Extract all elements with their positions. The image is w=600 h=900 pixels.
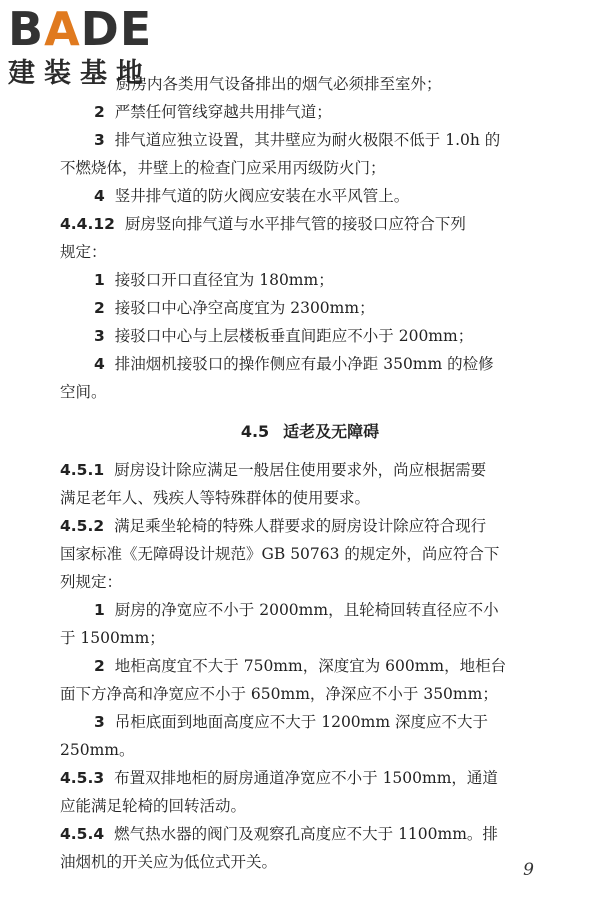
item-text: 严禁任何管线穿越共用排气道； — [114, 103, 332, 121]
item-number: 3 — [94, 131, 105, 149]
clause — [60, 210, 560, 238]
item-number: 2 — [94, 103, 105, 121]
logo-letter-b: B — [8, 2, 45, 56]
text-line: 于 1500mm； — [60, 629, 165, 647]
item-number: 4 — [94, 187, 105, 205]
logo-chinese-text: 建装基地 — [8, 58, 152, 89]
text-line: 不燃烧体，井壁上的检查门应采用丙级防火门； — [60, 159, 386, 177]
item-number: 3 — [94, 327, 105, 345]
item-number: 2 — [94, 299, 105, 317]
list-item — [60, 322, 560, 350]
section-heading — [60, 418, 560, 446]
item-text: 排气道应独立设置，其井壁应为耐火极限不低于 1.0h 的 — [114, 131, 501, 149]
clause-number: 4.5.1 — [60, 461, 105, 479]
logo-wordmark — [8, 2, 173, 56]
list-item — [60, 182, 560, 210]
page-number: 9 — [523, 860, 534, 880]
line-text: 厨房内各类用气设备排出的烟气必须排至室外； — [116, 75, 442, 93]
clause-text: 布置双排地柜的厨房通道净宽应不小于 1500mm，通道 — [114, 769, 498, 787]
clause-number: 4.4.12 — [60, 215, 115, 233]
item-text: 接驳口开口直径宜为 180mm； — [114, 271, 334, 289]
list-item — [60, 708, 560, 736]
clause-number: 4.5.4 — [60, 825, 105, 843]
list-item — [60, 126, 560, 154]
text-line — [60, 70, 560, 98]
text-line: 列规定： — [60, 573, 123, 591]
logo-letter-a: A — [44, 2, 81, 56]
logo-letters-de: DE — [80, 2, 153, 56]
item-number: 2 — [94, 657, 105, 675]
clause-number: 4.5.3 — [60, 769, 105, 787]
section-number: 4.5 — [240, 422, 270, 441]
list-item — [60, 350, 560, 378]
item-text: 吊柜底面到地面高度应不大于 1200mm 深度应不大于 — [114, 713, 488, 731]
list-item — [60, 98, 560, 126]
item-number: 4 — [94, 355, 105, 373]
clause — [60, 512, 560, 540]
item-number: 1 — [94, 271, 105, 289]
clause-text: 燃气热水器的阀门及观察孔高度应不大于 1100mm。排 — [114, 825, 498, 843]
clause-number: 4.5.2 — [60, 517, 105, 535]
item-number: 1 — [94, 601, 105, 619]
item-text: 接驳口中心与上层楼板垂直间距应不小于 200mm； — [114, 327, 474, 345]
item-text: 地柜高度宜不大于 750mm，深度宜为 600mm，地柜台 — [114, 657, 507, 675]
text-line: 规定： — [60, 243, 107, 261]
clause — [60, 456, 560, 484]
text-line: 满足老年人、残疾人等特殊群体的使用要求。 — [60, 489, 371, 507]
clause — [60, 820, 560, 848]
clause-text: 厨房设计除应满足一般居住使用要求外，尚应根据需要 — [114, 461, 487, 479]
text-line: 国家标准《无障碍设计规范》GB 50763 的规定外，尚应符合下 — [60, 545, 500, 563]
text-line: 油烟机的开关应为低位式开关。 — [60, 853, 278, 871]
item-text: 厨房的净宽应不小于 2000mm，且轮椅回转直径应不小 — [114, 601, 499, 619]
text-line: 250mm。 — [60, 741, 135, 759]
item-text: 竖井排气道的防火阀应安装在水平风管上。 — [114, 187, 410, 205]
item-number: 3 — [94, 713, 105, 731]
text-line: 空间。 — [60, 383, 107, 401]
section-title: 适老及无障碍 — [283, 422, 380, 441]
clause-text: 满足乘坐轮椅的特殊人群要求的厨房设计除应符合现行 — [114, 517, 487, 535]
text-line: 面下方净高和净宽应不小于 650mm，净深应不小于 350mm； — [60, 685, 498, 703]
list-item — [60, 266, 560, 294]
list-item — [60, 652, 560, 680]
list-item — [60, 596, 560, 624]
clause-text: 厨房竖向排气道与水平排气管的接驳口应符合下列 — [124, 215, 466, 233]
list-item — [60, 294, 560, 322]
clause — [60, 764, 560, 792]
item-text: 排油烟机接驳口的操作侧应有最小净距 350mm 的检修 — [114, 355, 494, 373]
document-body — [60, 70, 560, 876]
item-text: 接驳口中心净空高度宜为 2300mm； — [114, 299, 375, 317]
text-line: 应能满足轮椅的回转活动。 — [60, 797, 247, 815]
